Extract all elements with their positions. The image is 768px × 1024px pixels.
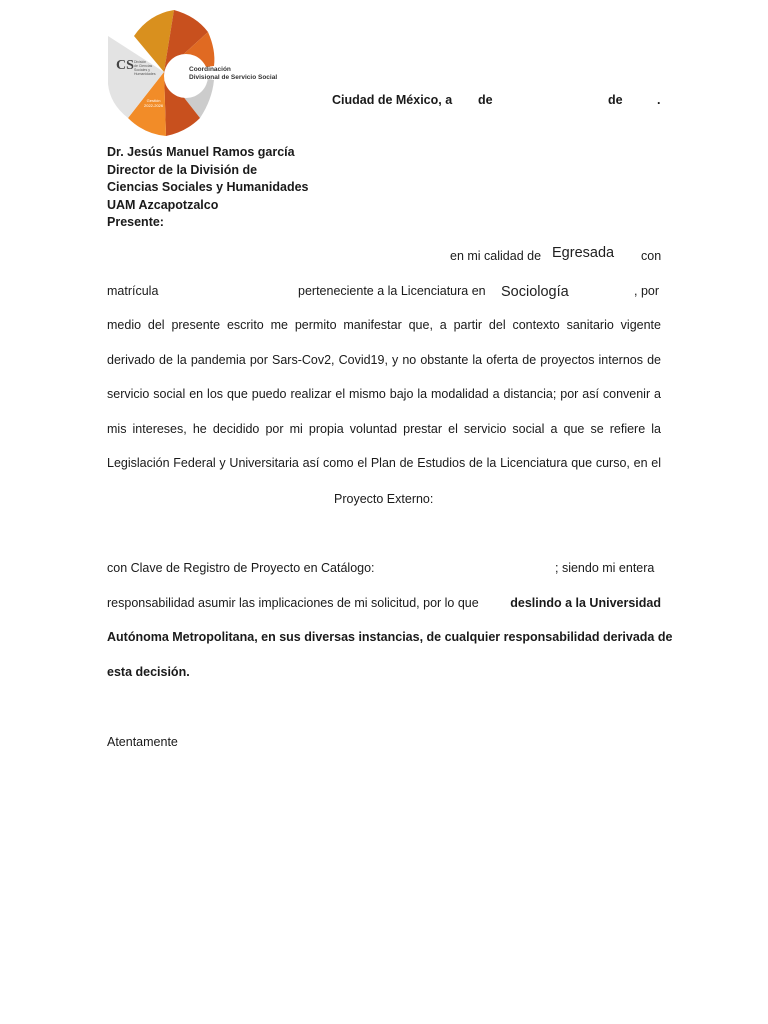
por-label: , por	[634, 284, 660, 298]
addressee-title: Director de la División de	[107, 162, 258, 177]
siendo-label: ; siendo mi entera	[555, 561, 655, 575]
logo-title: Coordinación Divisional de Servicio Social	[189, 66, 278, 81]
seal-monogram-icon: CS	[116, 58, 134, 73]
body-line-10-normal: responsabilidad asumir las implicaciones de mi solicitud, por lo que	[107, 596, 479, 610]
seal-text: División de Ciencias Sociales y Humanidades	[134, 60, 156, 76]
body-line-11: Autónoma Metropolitana, en sus diversas instancias, de cualquier responsabilidad derivada de	[107, 630, 673, 644]
addressee-presente: Presente:	[107, 215, 164, 229]
city-date-label: Ciudad de México, a	[332, 93, 453, 107]
con-label: con	[641, 249, 662, 263]
addressee-name: Dr. Jesús Manuel Ramos garcía	[107, 145, 295, 159]
clave-label: con Clave de Registro de Proyecto en Catálogo:	[107, 561, 375, 575]
body-line: Legislación Federal y Universitaria así como el Plan de Estudios de la Licenciatura que curso, en el	[107, 456, 661, 470]
date-de-2: de	[608, 93, 623, 107]
division-logo	[104, 6, 304, 138]
years-badge: Gestión 2022-2026	[144, 98, 164, 108]
body-line: servicio social en los que puedo realizar el mismo bajo la modalidad a distancia; por así convenir a	[107, 387, 661, 401]
addressee-block	[107, 144, 308, 232]
closing-atentamente: Atentamente	[107, 735, 178, 749]
body-line: mis intereses, he decidido por mi propia voluntad prestar el servicio social a que se refiere la	[107, 422, 661, 436]
proyecto-externo-label: Proyecto Externo:	[334, 492, 434, 506]
licenciatura-field[interactable]: Sociología	[501, 284, 569, 300]
matricula-label: matrícula	[107, 284, 159, 298]
date-period: .	[657, 93, 661, 107]
body-line-12: esta decisión.	[107, 665, 190, 679]
body-line: medio del presente escrito me permito manifestar que, a partir del contexto sanitario vigente	[107, 318, 661, 332]
clave-field[interactable]	[385, 557, 545, 575]
licenciatura-label: perteneciente a la Licenciatura en	[298, 284, 486, 298]
date-de-1: de	[478, 93, 493, 107]
body-line-10-bold: deslindo a la Universidad	[510, 596, 661, 610]
body-line: derivado de la pandemia por Sars-Cov2, Covid19, y no obstante la oferta de proyectos internos de	[107, 353, 661, 367]
calidad-field[interactable]: Egresada	[552, 245, 615, 261]
addressee-campus: UAM Azcapotzalco	[107, 197, 219, 212]
calidad-label: en mi calidad de	[450, 249, 542, 263]
addressee-division: Ciencias Sociales y Humanidades	[107, 180, 309, 194]
body-line-10	[107, 596, 661, 610]
